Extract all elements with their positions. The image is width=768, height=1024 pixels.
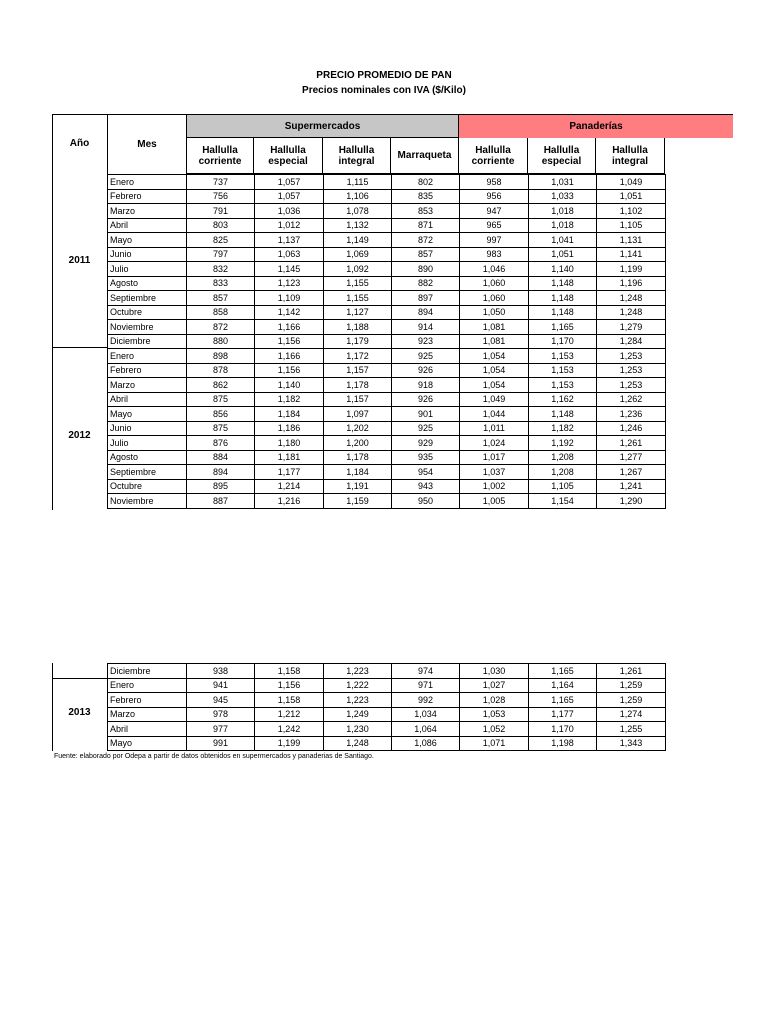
price-cell: 978 [187,707,255,722]
price-cell: 1,255 [597,722,666,737]
year-label-2011: 2011 [68,255,91,266]
price-cell: 1,060 [460,276,529,291]
price-cell: 1,182 [255,392,324,407]
table-row [108,363,666,378]
price-cell: 756 [187,189,255,204]
price-cell: 1,259 [597,693,666,708]
price-cell: 1,017 [460,450,529,465]
table-row [108,678,666,693]
price-cell: 945 [187,693,255,708]
price-cell: 1,181 [255,450,324,465]
price-cell: 895 [187,479,255,494]
price-cell: 858 [187,305,255,320]
price-cell: 1,192 [529,436,597,451]
price-cell: 1,184 [324,465,392,480]
price-cell: 947 [460,204,529,219]
column-header-sup-hallulla-especial: Hallulla especial [254,138,323,174]
price-cell: 1,046 [460,262,529,277]
price-cell: 958 [460,175,529,190]
price-cell: 1,041 [529,233,597,248]
table-row [108,262,666,277]
price-cell: 1,208 [529,465,597,480]
price-cell: 1,236 [597,407,666,422]
table-row [108,494,666,509]
price-cell: 833 [187,276,255,291]
price-cell: 1,162 [529,392,597,407]
year-label-2013: 2013 [68,707,91,718]
price-cell: 965 [460,218,529,233]
price-cell: 1,155 [324,276,392,291]
year-separator-2011-2012 [52,347,107,348]
price-cell: 914 [392,320,460,335]
table-row [108,305,666,320]
year-label-2012: 2012 [68,430,91,441]
price-cell: 1,051 [597,189,666,204]
price-cell: 791 [187,204,255,219]
data-table-block-1 [107,174,666,509]
price-cell: 1,071 [460,736,529,751]
price-cell: 1,153 [529,378,597,393]
price-cell: 1,196 [597,276,666,291]
price-cell: 875 [187,421,255,436]
month-cell: Noviembre [108,494,187,509]
price-cell: 872 [392,233,460,248]
month-cell: Julio [108,436,187,451]
table-row [108,693,666,708]
month-cell: Enero [108,175,187,190]
month-cell: Abril [108,722,187,737]
table-row [108,378,666,393]
price-cell: 1,051 [529,247,597,262]
price-cell: 1,241 [597,479,666,494]
month-cell: Septiembre [108,465,187,480]
price-cell: 1,018 [529,204,597,219]
table-row [108,465,666,480]
month-cell: Abril [108,218,187,233]
price-cell: 737 [187,175,255,190]
price-cell: 1,157 [324,363,392,378]
price-cell: 1,159 [324,494,392,509]
price-cell: 1,191 [324,479,392,494]
price-cell: 1,054 [460,378,529,393]
data-table-block-2 [107,663,666,751]
price-cell: 1,081 [460,334,529,349]
price-cell: 1,044 [460,407,529,422]
source-note: Fuente: elaborado por Odepa a partir de datos obtenidos en supermercados y panaderias de Santiago. [54,753,374,760]
table-row [108,736,666,751]
price-cell: 894 [187,465,255,480]
price-cell: 1,086 [392,736,460,751]
price-cell: 1,202 [324,421,392,436]
table-row [108,233,666,248]
month-cell: Abril [108,392,187,407]
price-cell: 1,054 [460,363,529,378]
price-cell: 1,178 [324,450,392,465]
price-cell: 880 [187,334,255,349]
price-cell: 923 [392,334,460,349]
price-cell: 1,248 [597,305,666,320]
price-cell: 884 [187,450,255,465]
supermercados-group-header: Supermercados [186,114,459,138]
price-cell: 1,102 [597,204,666,219]
month-cell: Septiembre [108,291,187,306]
table-row [108,450,666,465]
month-cell: Enero [108,678,187,693]
price-cell: 992 [392,693,460,708]
price-cell: 1,277 [597,450,666,465]
price-cell: 882 [392,276,460,291]
price-cell: 1,145 [255,262,324,277]
price-cell: 1,208 [529,450,597,465]
price-cell: 897 [392,291,460,306]
price-cell: 1,123 [255,276,324,291]
price-cell: 1,030 [460,664,529,679]
price-cell: 1,148 [529,291,597,306]
price-cell: 890 [392,262,460,277]
price-cell: 1,170 [529,722,597,737]
price-cell: 1,156 [255,678,324,693]
panaderias-group-header: Panaderías [459,114,733,138]
page-title: PRECIO PROMEDIO DE PAN [316,70,452,81]
price-cell: 1,223 [324,664,392,679]
column-header-pan-hallulla-integral: Hallulla integral [596,138,665,174]
month-cell: Octubre [108,479,187,494]
price-cell: 1,002 [460,479,529,494]
price-cell: 925 [392,421,460,436]
price-cell: 1,109 [255,291,324,306]
column-header-pan-hallulla-especial: Hallulla especial [528,138,596,174]
price-cell: 1,261 [597,436,666,451]
price-cell: 974 [392,664,460,679]
price-cell: 1,178 [324,378,392,393]
price-cell: 1,132 [324,218,392,233]
page-subtitle: Precios nominales con IVA ($/Kilo) [302,85,466,96]
price-cell: 1,290 [597,494,666,509]
price-cell: 1,165 [529,664,597,679]
price-cell: 1,031 [529,175,597,190]
price-cell: 1,049 [597,175,666,190]
price-cell: 1,274 [597,707,666,722]
price-cell: 1,166 [255,349,324,364]
table-row [108,421,666,436]
price-cell: 898 [187,349,255,364]
table-row [108,175,666,190]
price-cell: 1,005 [460,494,529,509]
price-cell: 1,199 [597,262,666,277]
table-row [108,320,666,335]
price-cell: 1,253 [597,363,666,378]
price-cell: 929 [392,436,460,451]
table-row [108,407,666,422]
price-cell: 938 [187,664,255,679]
month-cell: Julio [108,262,187,277]
price-cell: 1,148 [529,407,597,422]
price-cell: 1,024 [460,436,529,451]
price-cell: 1,149 [324,233,392,248]
column-header-sup-hallulla-corriente: Hallulla corriente [186,138,254,174]
price-cell: 876 [187,436,255,451]
price-cell: 1,182 [529,421,597,436]
price-cell: 1,064 [392,722,460,737]
price-cell: 1,179 [324,334,392,349]
price-cell: 1,105 [529,479,597,494]
price-cell: 1,049 [460,392,529,407]
price-cell: 1,028 [460,693,529,708]
price-cell: 1,106 [324,189,392,204]
price-cell: 950 [392,494,460,509]
price-cell: 857 [392,247,460,262]
price-cell: 1,155 [324,291,392,306]
price-cell: 1,253 [597,378,666,393]
price-cell: 1,223 [324,693,392,708]
table-row [108,204,666,219]
month-cell: Noviembre [108,320,187,335]
price-cell: 954 [392,465,460,480]
price-cell: 1,153 [529,363,597,378]
price-cell: 1,170 [529,334,597,349]
price-cell: 1,186 [255,421,324,436]
price-cell: 825 [187,233,255,248]
table-row [108,291,666,306]
month-cell: Octubre [108,305,187,320]
price-cell: 803 [187,218,255,233]
table-row [108,707,666,722]
price-cell: 1,177 [255,465,324,480]
price-cell: 926 [392,392,460,407]
price-cell: 1,052 [460,722,529,737]
month-cell: Diciembre [108,664,187,679]
price-cell: 1,054 [460,349,529,364]
price-cell: 1,158 [255,693,324,708]
price-cell: 1,115 [324,175,392,190]
price-cell: 1,214 [255,479,324,494]
month-cell: Febrero [108,189,187,204]
price-cell: 1,105 [597,218,666,233]
price-cell: 1,177 [529,707,597,722]
price-cell: 878 [187,363,255,378]
price-cell: 1,142 [255,305,324,320]
price-cell: 1,248 [324,736,392,751]
price-cell: 1,154 [529,494,597,509]
price-cell: 1,140 [529,262,597,277]
price-cell: 1,069 [324,247,392,262]
price-cell: 943 [392,479,460,494]
table-row [108,722,666,737]
price-cell: 1,027 [460,678,529,693]
month-cell: Agosto [108,450,187,465]
price-cell: 1,253 [597,349,666,364]
price-cell: 797 [187,247,255,262]
price-cell: 1,018 [529,218,597,233]
price-cell: 853 [392,204,460,219]
price-cell: 894 [392,305,460,320]
price-cell: 1,156 [255,334,324,349]
price-cell: 1,246 [597,421,666,436]
price-cell: 1,166 [255,320,324,335]
table-row [108,218,666,233]
price-cell: 918 [392,378,460,393]
column-header-pan-hallulla-corriente: Hallulla corriente [459,138,528,174]
table-row [108,436,666,451]
table-row [108,334,666,349]
price-cell: 1,249 [324,707,392,722]
price-cell: 1,216 [255,494,324,509]
month-cell: Mayo [108,736,187,751]
month-cell: Diciembre [108,334,187,349]
table-row [108,349,666,364]
price-cell: 1,137 [255,233,324,248]
price-cell: 901 [392,407,460,422]
month-cell: Mayo [108,407,187,422]
price-cell: 1,212 [255,707,324,722]
price-cell: 1,279 [597,320,666,335]
price-cell: 1,057 [255,189,324,204]
price-cell: 1,172 [324,349,392,364]
price-cell: 1,248 [597,291,666,306]
price-cell: 1,158 [255,664,324,679]
month-cell: Junio [108,247,187,262]
price-cell: 1,165 [529,693,597,708]
price-cell: 1,148 [529,305,597,320]
table-row [108,189,666,204]
price-cell: 1,242 [255,722,324,737]
price-cell: 1,034 [392,707,460,722]
price-cell: 1,127 [324,305,392,320]
price-cell: 1,057 [255,175,324,190]
price-cell: 1,060 [460,291,529,306]
price-cell: 1,140 [255,378,324,393]
price-cell: 956 [460,189,529,204]
month-cell: Marzo [108,707,187,722]
table-row [108,392,666,407]
table-row [108,479,666,494]
price-cell: 1,153 [529,349,597,364]
price-cell: 1,148 [529,276,597,291]
price-cell: 862 [187,378,255,393]
column-header-sup-hallulla-integral: Hallulla integral [323,138,391,174]
price-cell: 832 [187,262,255,277]
price-cell: 1,036 [255,204,324,219]
price-cell: 1,184 [255,407,324,422]
price-cell: 1,037 [460,465,529,480]
price-cell: 1,157 [324,392,392,407]
price-cell: 1,284 [597,334,666,349]
price-cell: 991 [187,736,255,751]
price-cell: 857 [187,291,255,306]
price-cell: 1,165 [529,320,597,335]
price-cell: 1,156 [255,363,324,378]
price-cell: 1,230 [324,722,392,737]
price-cell: 977 [187,722,255,737]
price-cell: 1,050 [460,305,529,320]
table-row [108,664,666,679]
table-row [108,276,666,291]
price-cell: 926 [392,363,460,378]
month-cell: Febrero [108,363,187,378]
price-cell: 1,180 [255,436,324,451]
month-cell: Enero [108,349,187,364]
price-cell: 1,222 [324,678,392,693]
price-cell: 871 [392,218,460,233]
price-cell: 925 [392,349,460,364]
price-cell: 1,141 [597,247,666,262]
price-cell: 1,199 [255,736,324,751]
price-cell: 1,188 [324,320,392,335]
month-column-header: Mes [107,114,186,174]
price-cell: 1,078 [324,204,392,219]
year-separator-2012-2013 [52,678,107,679]
price-cell: 1,063 [255,247,324,262]
price-cell: 971 [392,678,460,693]
price-cell: 1,053 [460,707,529,722]
price-cell: 1,262 [597,392,666,407]
month-cell: Marzo [108,204,187,219]
price-cell: 1,259 [597,678,666,693]
price-cell: 887 [187,494,255,509]
month-cell: Junio [108,421,187,436]
price-cell: 1,261 [597,664,666,679]
price-cell: 875 [187,392,255,407]
price-cell: 872 [187,320,255,335]
price-cell: 1,343 [597,736,666,751]
price-cell: 835 [392,189,460,204]
month-cell: Marzo [108,378,187,393]
month-cell: Mayo [108,233,187,248]
month-cell: Febrero [108,693,187,708]
price-cell: 1,200 [324,436,392,451]
price-cell: 1,131 [597,233,666,248]
price-cell: 997 [460,233,529,248]
price-cell: 1,033 [529,189,597,204]
price-cell: 941 [187,678,255,693]
price-cell: 1,198 [529,736,597,751]
price-cell: 1,012 [255,218,324,233]
month-cell: Agosto [108,276,187,291]
price-cell: 802 [392,175,460,190]
price-cell: 856 [187,407,255,422]
price-cell: 1,097 [324,407,392,422]
price-cell: 1,092 [324,262,392,277]
price-cell: 1,081 [460,320,529,335]
price-cell: 983 [460,247,529,262]
year-column-header: Año [69,138,90,149]
price-cell: 1,267 [597,465,666,480]
price-cell: 1,011 [460,421,529,436]
column-header-marraqueta: Marraqueta [391,138,459,174]
price-cell: 1,164 [529,678,597,693]
table-row [108,247,666,262]
price-cell: 935 [392,450,460,465]
